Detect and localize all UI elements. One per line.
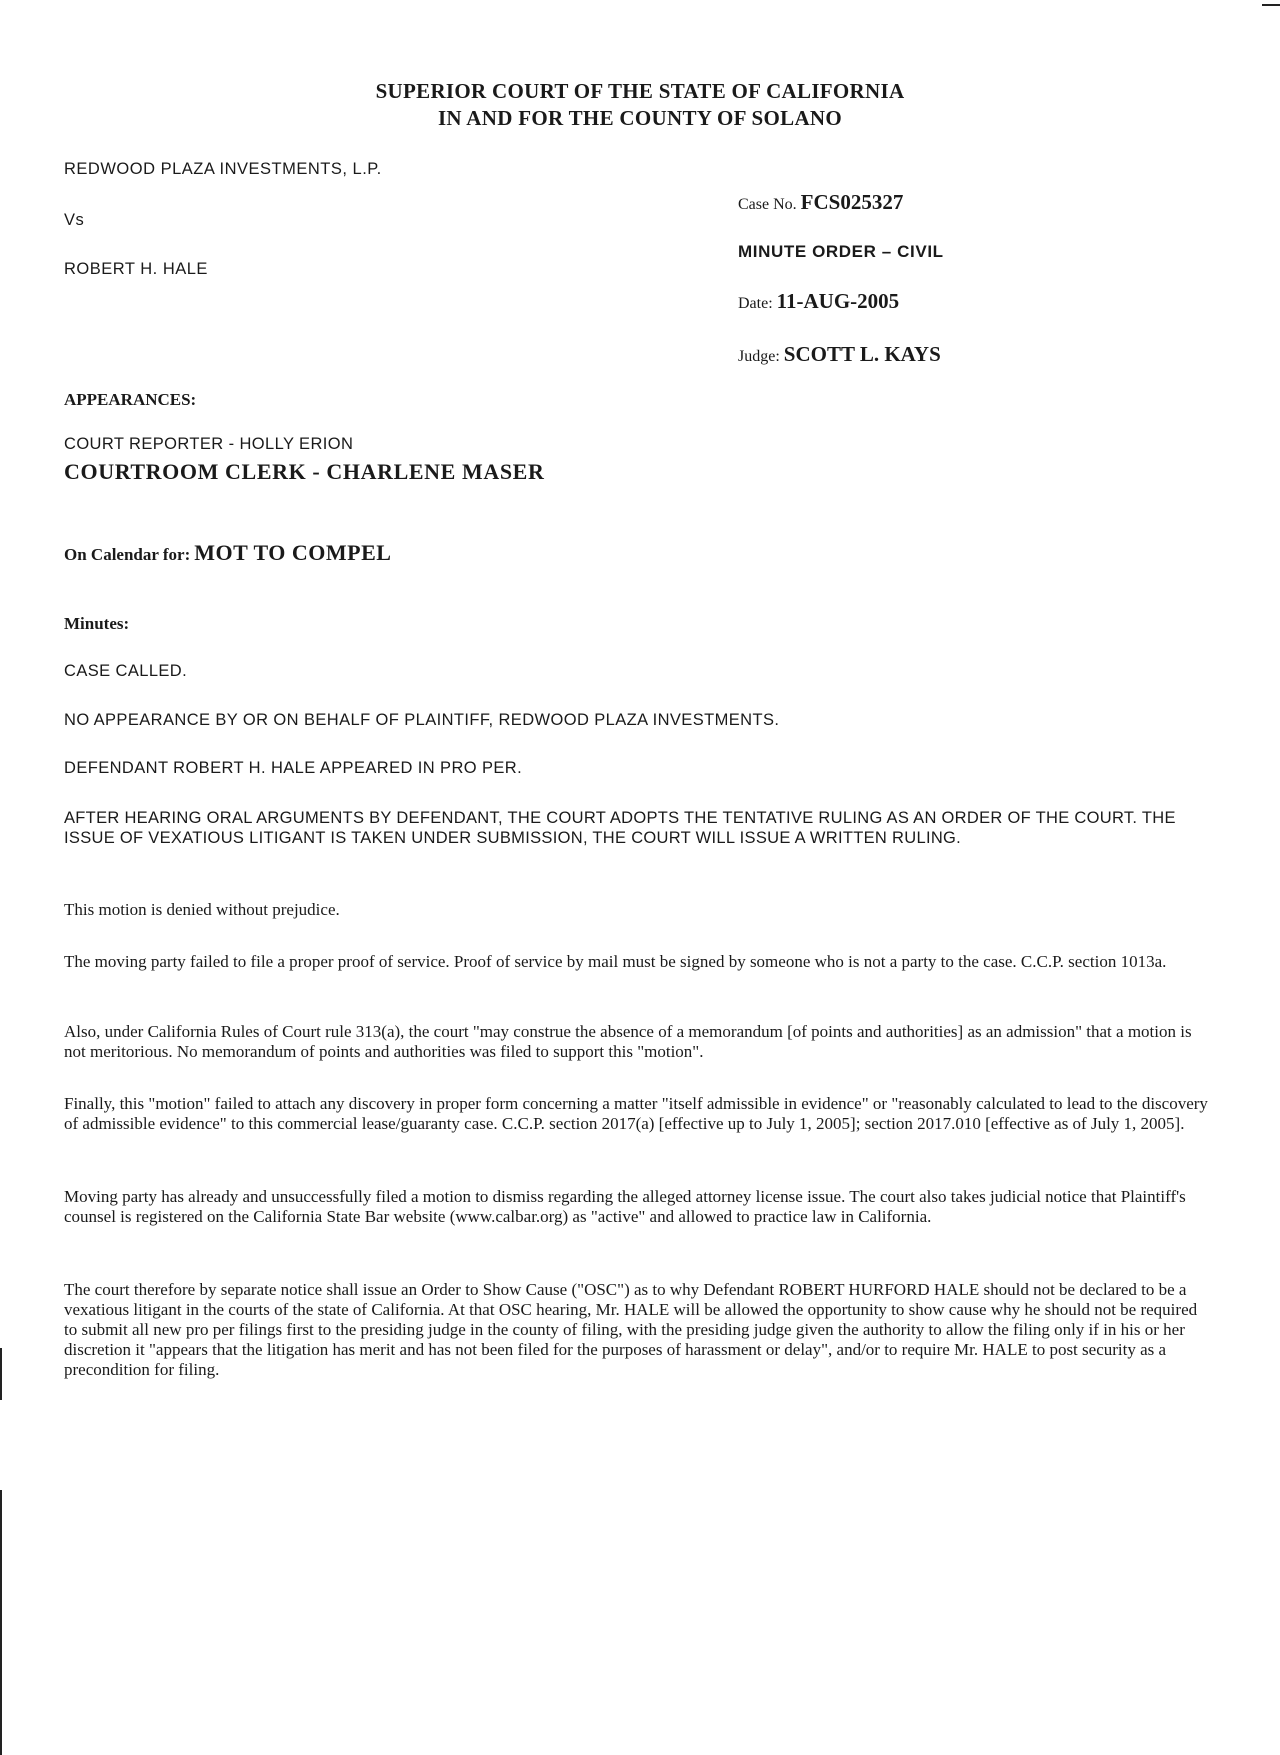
judge-label: Judge: [738,348,780,365]
case-number-label: Case No. [738,196,797,213]
hearing-date: 11-AUG-2005 [776,289,900,313]
after-hearing-paragraph: AFTER HEARING ORAL ARGUMENTS BY DEFENDANT, THE COURT ADOPTS THE TENTATIVE RULING AS AN ORDER OF THE COURT. THE ISSUE OF VEXATIOUS LITIGANT IS TAKEN UNDER SUBMISSION, THE COURT WILL ISSUE A WRITTEN RULING. [64,809,1176,847]
court-header-line-1: SUPERIOR COURT OF THE STATE OF CALIFORNIA [375,79,905,103]
plaintiff-name: REDWOOD PLAZA INVESTMENTS, L.P. [64,160,382,178]
defendant-appeared-note: DEFENDANT ROBERT H. HALE APPEARED IN PRO PER. [64,759,523,777]
judge-line [738,342,941,367]
date-label: Date: [738,295,773,312]
court-reporter: COURT REPORTER - HOLLY ERION [64,435,354,453]
calendar-value: MOT TO COMPEL [194,540,392,565]
case-number: FCS025327 [800,190,904,214]
ruling-paragraph-1: This motion is denied without prejudice. [64,900,340,919]
judge-name: SCOTT L. KAYS [783,342,941,366]
calendar-label: On Calendar for: [64,545,191,564]
ruling-paragraph-5: Moving party has already and unsuccessfully filed a motion to dismiss regarding the alleged attorney license issue. The court also takes judicial notice that Plaintiff's counsel is registered on the California State Bar website (www.calbar.org) as "active" and allowed to practice law in California. [64,1187,1186,1226]
court-header-line-2: IN AND FOR THE COUNTY OF SOLANO [437,106,843,130]
ruling-paragraph-6: The court therefore by separate notice shall issue an Order to Show Cause ("OSC") as to why Defendant ROBERT HURFORD HALE should not be declared to be a vexatious litigant in the courts of the state of California. At that OSC hearing, Mr. HALE will be allowed the opportunity to show cause why he should not be required to submit all new pro per filings first to the presiding judge in the county of filing, with the presiding judge given the authority to allow the filing only if in his or her discretion it "appears that the litigation has merit and has not been filed for the purposes of harassment or delay", and/or to require Mr. HALE to post security as a precondition for filing. [64,1280,1198,1379]
defendant-name: ROBERT H. HALE [64,260,208,278]
court-header [0,78,1280,132]
minutes-heading: Minutes: [64,614,130,633]
courtroom-clerk: COURTROOM CLERK - CHARLENE MASER [64,459,545,484]
ruling-paragraph-4: Finally, this "motion" failed to attach any discovery in proper form concerning a matter "itself admissible in evidence" or "reasonably calculated to lead to the discovery of admissible evidence" to this commercial lease/guaranty case. C.C.P. section 2017(a) [effective up to July 1, 2005]; section 2017.010 [effective as of July 1, 2005]. [64,1094,1208,1133]
no-appearance-note: NO APPEARANCE BY OR ON BEHALF OF PLAINTIFF, REDWOOD PLAZA INVESTMENTS. [64,711,780,729]
minute-order-title: MINUTE ORDER – CIVIL [738,242,944,261]
scan-edge-mark-top [1262,4,1280,6]
scan-edge-mark-left-2 [0,1490,2,1755]
appearances-heading: APPEARANCES: [64,390,197,409]
calendar-line [64,540,391,566]
case-called: CASE CALLED. [64,662,188,680]
case-number-line [738,190,903,215]
date-line [738,289,899,314]
scan-edge-mark-left-1 [0,1348,2,1400]
ruling-paragraph-3: Also, under California Rules of Court rule 313(a), the court "may construe the absence of a memorandum [of points and authorities] as an admission" that a motion is not meritorious. No memorandum of points and authorities was filed to support this "motion". [64,1022,1192,1061]
ruling-paragraph-2: The moving party failed to file a proper proof of service. Proof of service by mail must be signed by someone who is not a party to the case. C.C.P. section 1013a. [64,952,1167,971]
versus-label: Vs [64,211,85,229]
